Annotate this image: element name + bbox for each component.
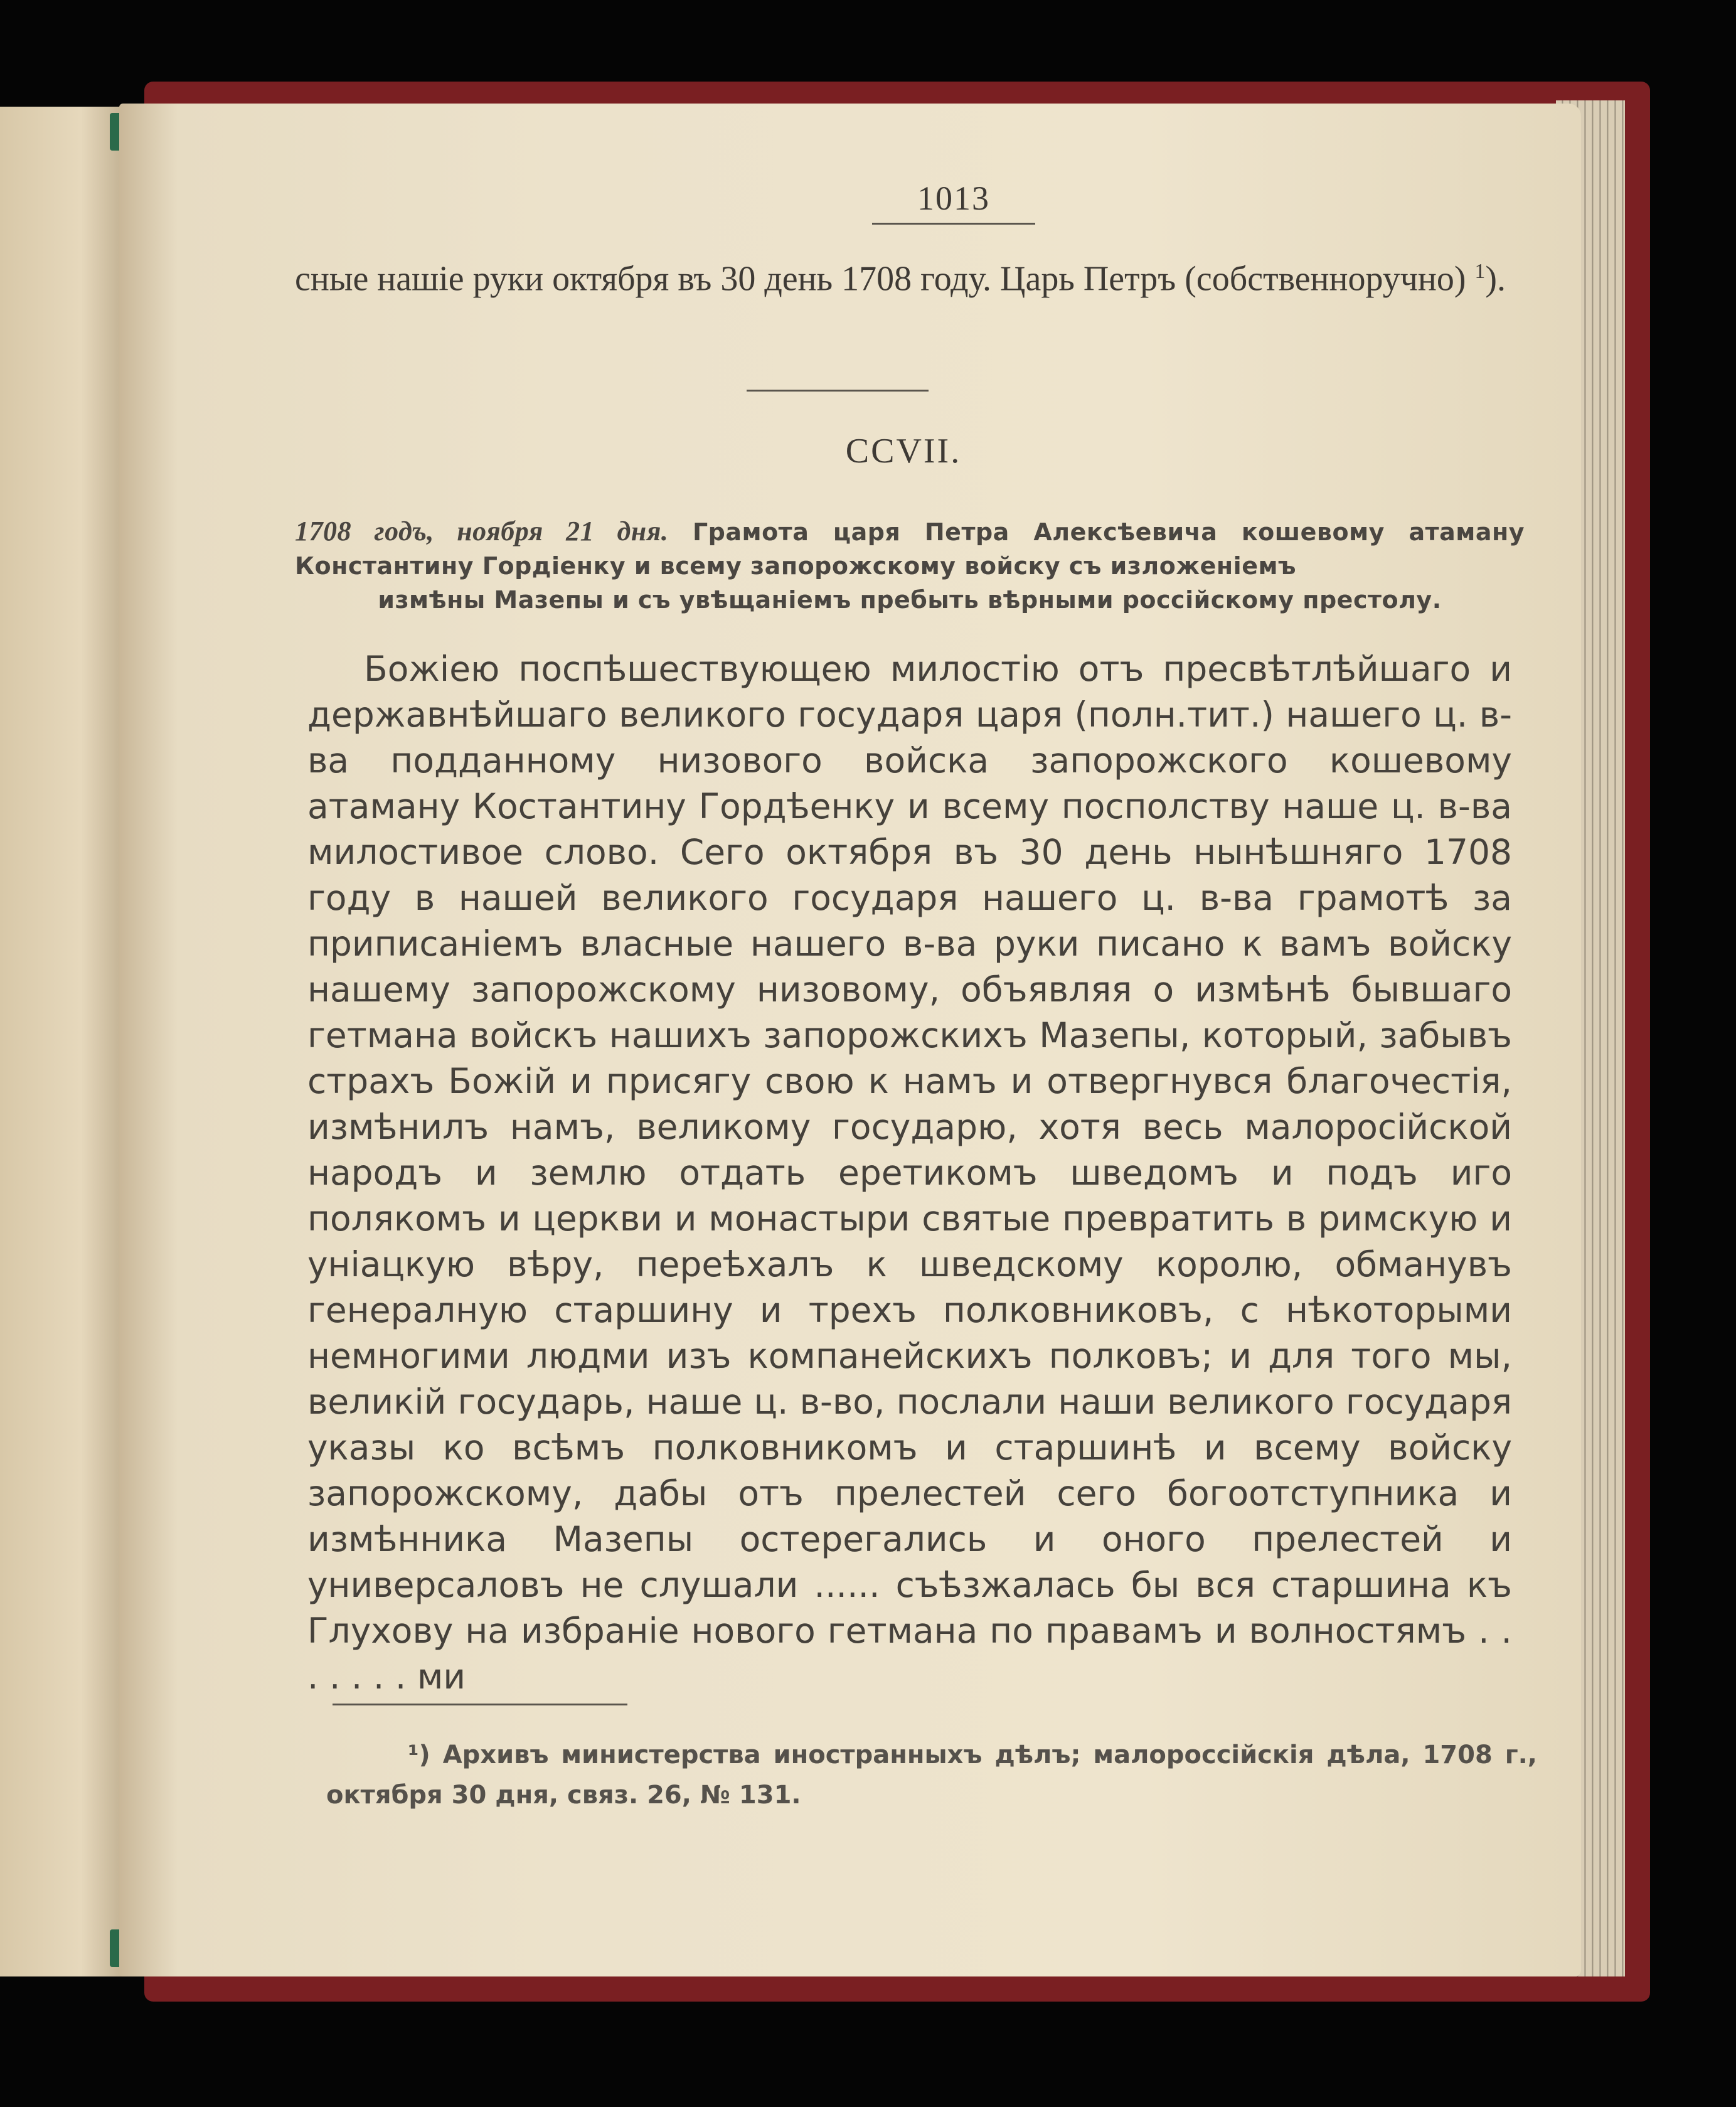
heading-date: 1708 годъ, ноября 21 дня. bbox=[295, 516, 669, 547]
body-text: Божіею поспѣшествующею милостію отъ пресвѣтлѣйшаго и державнѣйшаго великого государя царя (полн.тит.) нашего ц. в-ва подданному низового войска запорожского кошевому атаману Костантину Гордѣенку и всему посполству наше ц. в-ва милостивое слово. Сего октября въ 30 день нынѣшняго 1708 году в нашей великого государя нашего ц. в-ва грамотѣ за приписаніемъ власные нашего в-ва руки писано к вамъ войску нашему запорожскому низовому, объявляя о измѣнѣ бывшаго гетмана войскъ нашихъ запорожскихъ Мазепы, который, забывъ страхъ Божій и присягу свою к намъ и отвергнувся благочестія, измѣнилъ намъ, великому государю, хотя весь малоросійской народъ и землю отдать еретикомъ шведомъ и подъ иго полякомъ и церкви и монастыри святые превратить в римскую и уніацкую вѣру, переѣхалъ к шведскому королю, обманувъ генералную старшину и трехъ полковниковъ, с нѣкоторыми немногими людми изъ компанейскихъ полковъ; и для того мы, великій государь, наше ц. в-во, послали наши великого государя указы ко всѣмъ полковникомъ и старшинѣ и всему войску запорожскому, дабы отъ прелестей сего богоотступника и измѣнника Мазепы остерегались и оного прелестей и универсаловъ не слушали ...... съѣзжалась бы вся старшина къ Глухову на избраніе нового гетмана по правамъ и волностямъ . . . . . . . ми bbox=[307, 649, 1512, 1697]
footnote-rule bbox=[333, 1704, 627, 1705]
footnote-ref: 1 bbox=[1474, 260, 1486, 283]
footnote-text: Архивъ министерства иностранныхъ дѣлъ; малороссійскія дѣла, 1708 г., октября 30 дня, связ. 26, № 131. bbox=[326, 1741, 1537, 1810]
document-heading bbox=[295, 515, 1525, 617]
heading-text: Грамота царя Петра Алексѣевича кошевому атаману Константину Гордіенку и всему запорожскому войску съ изложеніемъ bbox=[295, 518, 1525, 580]
facing-page bbox=[0, 107, 135, 1976]
heading-last-line: измѣны Мазепы и съ увѣщаніемъ пребыть вѣрными россійскому престолу. bbox=[378, 586, 1442, 614]
continuation-end: ). bbox=[1485, 259, 1506, 299]
page-number: 1013 bbox=[872, 179, 1035, 225]
footnote-mark: ¹) bbox=[408, 1741, 430, 1769]
continuation-body: сные нашіе руки октября въ 30 день 1708 году. Царь Петръ (собственноручно) bbox=[295, 259, 1466, 299]
book-page bbox=[119, 104, 1581, 1976]
document-number: CCVII. bbox=[845, 432, 962, 471]
section-separator bbox=[747, 390, 929, 392]
continuation-text bbox=[295, 245, 1512, 306]
document-body bbox=[307, 646, 1512, 1700]
footnote bbox=[326, 1735, 1537, 1815]
